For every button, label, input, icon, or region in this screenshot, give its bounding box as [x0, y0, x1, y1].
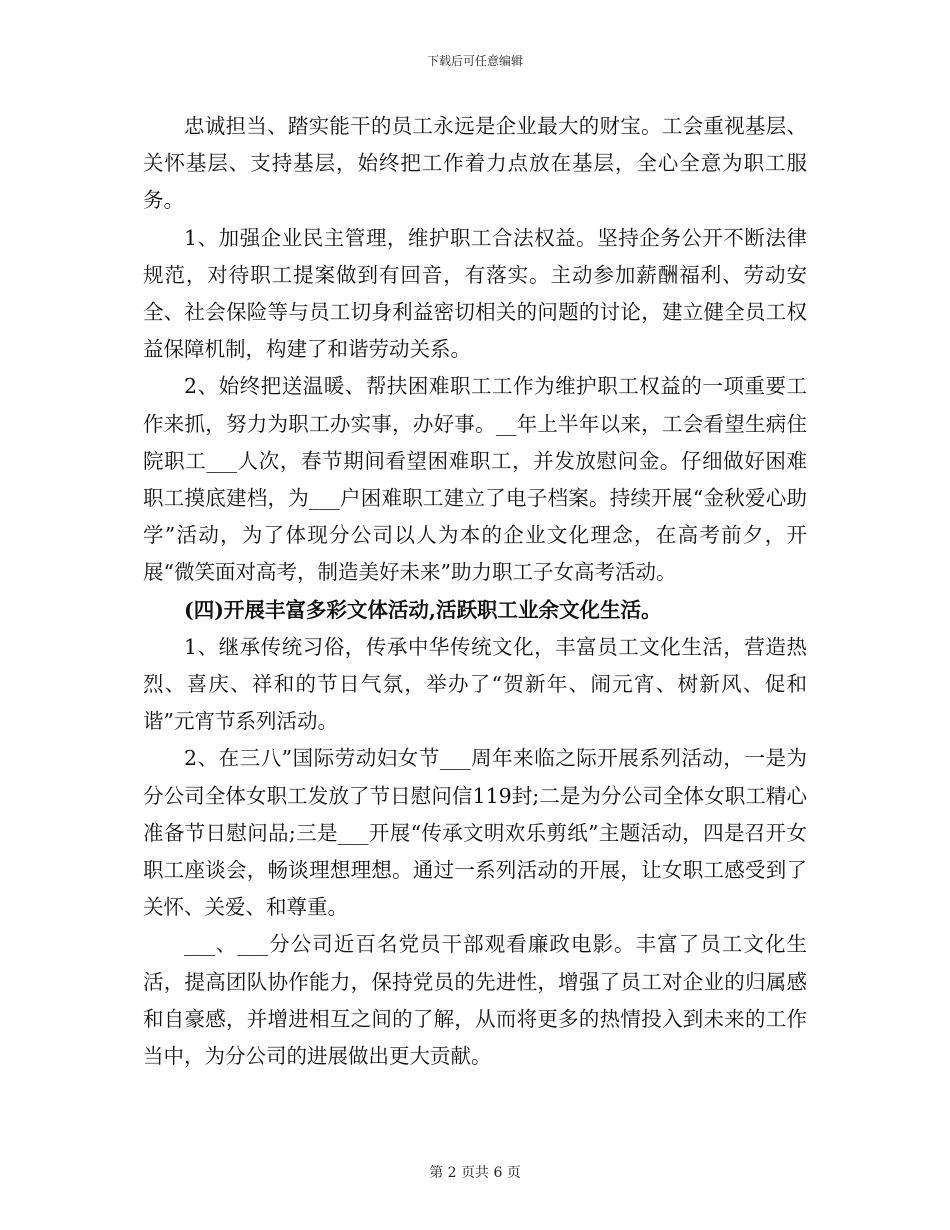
paragraph-culture-1: 1、继承传统习俗，传承中华传统文化，丰富员工文化生活，营造热烈、喜庆、祥和的节日气氛，举办了“贺新年、闹元宵、树新风、促和谐”元宵节系列活动。: [143, 634, 807, 734]
paragraph-item-1: 1、加强企业民主管理，维护职工合法权益。坚持企务公开不断法律规范，对待职工提案做到有回音，有落实。主动参加薪酬福利、劳动安全、社会保险等与员工切身利益密切相关的问题的讨论，建立健全员工权益保障机制，构建了和谐劳动关系。: [143, 225, 807, 362]
paragraph-intro: 忠诚担当、踏实能干的员工永远是企业最大的财宝。工会重视基层、关怀基层、支持基层，始终把工作着力点放在基层，全心全意为职工服务。: [143, 114, 807, 213]
paragraph-culture-3: ___、___分公司近百名党员干部观看廉政电影。丰富了员工文化生活，提高团队协作能力，保持党员的先进性，增强了员工对企业的归属感和自豪感，并增进相互之间的了解，从而将更多的热情投入到未来的工作当中，为分公司的进展做出更大贡献。: [143, 932, 807, 1069]
paragraph-culture-2: 2、在三八”国际劳动妇女节___周年来临之际开展系列活动，一是为分公司全体女职工发放了节日慰问信119封;二是为分公司全体女职工精心准备节日慰问品;三是___开展“传承文明欢乐剪纸”主题活动，四是召开女职工座谈会，畅谈理想理想。通过一系列活动的开展，让女职工感受到了关怀、关爱、和尊重。: [143, 746, 807, 920]
page-header: 下载后可任意编辑: [426, 54, 523, 68]
section-heading: (四)开展丰富多彩文体活动,活跃职工业余文化生活。: [184, 597, 662, 622]
paragraph-item-2: 2、始终把送温暖、帮扶困难职工工作为维护职工权益的一项重要工作来抓，努力为职工办实事，办好事。__年上半年以来，工会看望生病住院职工___人次，春节期间看望困难职工，并发放慰问金。仔细做好困难职工摸底建档，为___户困难职工建立了电子档案。持续开展“金秋爱心助学”活动，为了体现分公司以人为本的企业文化理念，在高考前夕，开展“微笑面对高考，制造美好未来”助力职工子女高考活动。: [143, 374, 807, 585]
document-body: [143, 108, 807, 1075]
page-footer: 第 2 页共 6 页: [429, 1165, 521, 1181]
